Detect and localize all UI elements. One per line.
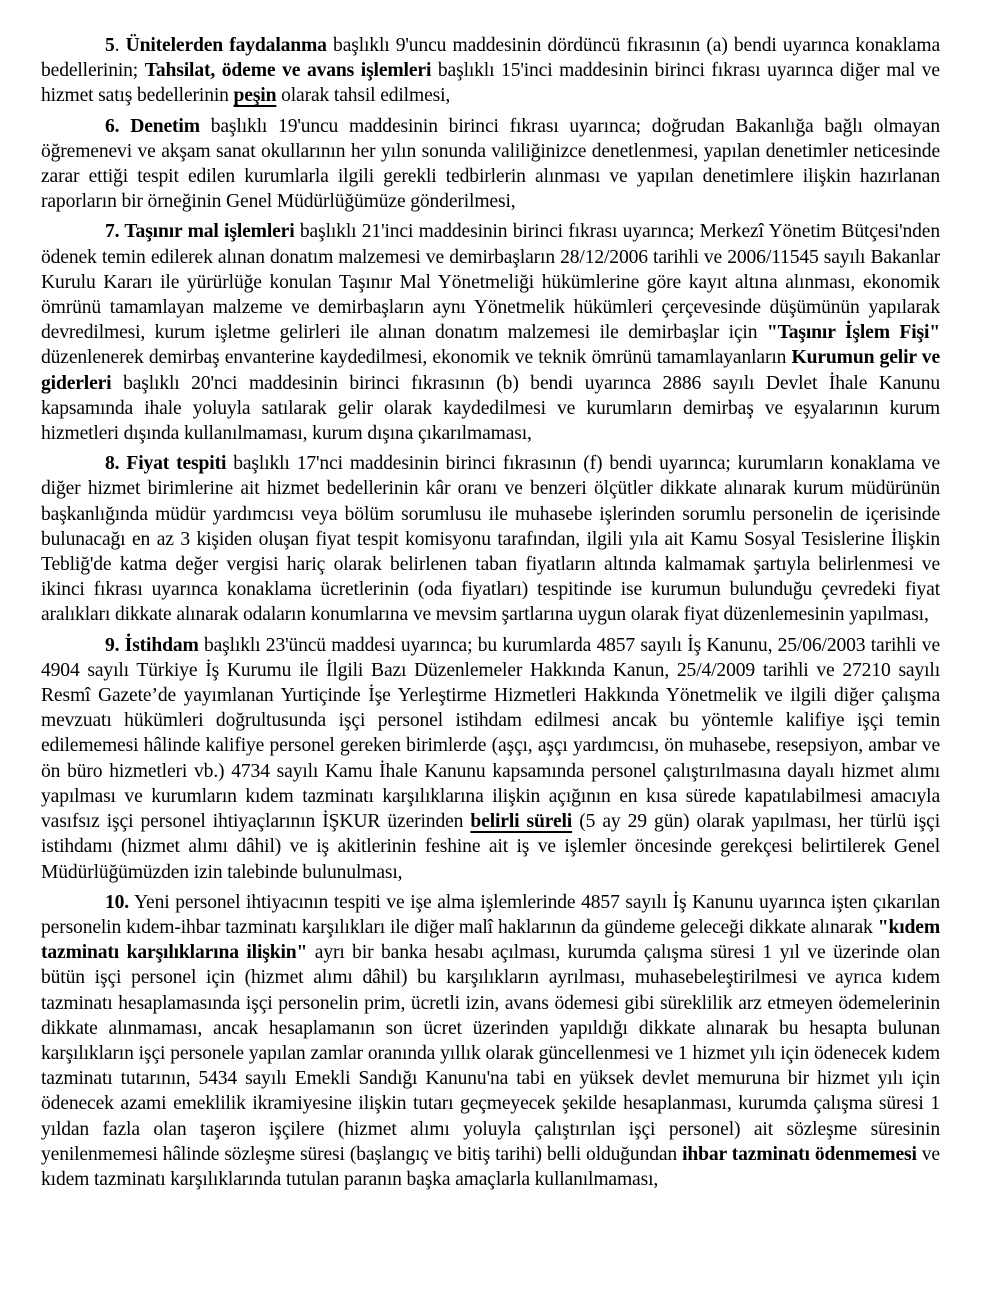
text-segment: ve kıdem tazminatı karşılıklarında tutulan paranın başka amaçlarla kullanılmaması, [41, 1143, 940, 1190]
text-segment: başlıklı 21'inci maddesinin birinci fıkrası uyarınca; Merkezî Yönetim Bütçesi'nden ödenek temin edilerek alınan donatım malzemesi ve demirbaşların 28/12/2006 tarihli ve 2006/11545 sayılı Bakanlar Kurulu Kararı ile yürürlüğe konulan Taşınır Mal Yönetmeliği hükümlerine göre kayıt altına alınması, ekonomik ömrünü tamamlayan malzeme ve demirbaşların aynı Yönetmelik hükümleri çerçevesinde düşümünün yapılarak devredilmesi, kurum işletme gelirleri ile alınan donatım malzemesi ile demirbaşlar için [41, 221, 940, 344]
emphasis-underlined: belirli süreli [470, 811, 573, 833]
text-segment: Yeni personel ihtiyacının tespiti ve işe alma işlemlerinde 4857 sayılı İş Kanunu uyarınca işten çıkarılan personelin kıdem-ihbar tazminatı karşılıkları ile diğer malî haklarının da gündeme geleceği dikkate alınarak [41, 891, 940, 938]
text-segment: ayrı bir banka hesabı açılması, kurumda çalışma süresi 1 yıl ve üzerinde olan bütün işçi personel için (hizmet alımı dâhil) bu karşılıkların ayrılması, muhasebeleştirilmesi ve ayrıca kıdem tazminatı hesaplamasında işçi personelin prim, ücretli izin, avans ödemesi gibi süreklilik arz etmeyen ödemelerinin dikkate alınmaması, ancak hesaplamanın son ücret üzerinden yapıldığı dikkate alınarak bu hesapta bulunan karşılıkların işçi personele yapılan zamlar oranında yıllık olarak güncellenmesi ve 1 hizmet yılı için ödenecek kıdem tazminatı tutarının, 5434 sayılı Emekli Sandığı Kanunu'na tabi en yüksek devlet memuruna bir hizmet yılı için ödenecek azami emeklilik ikramiyesine ilişkin tutarı geçmeyecek şekilde hesaplanması, kurumda çalışma süresi 1 yıldan fazla olan taşeron işçilere (hizmet alımı yoluyla çalıştırılan işçi personel) ait sözleşme süresinin yenilenmemesi hâlinde sözleşme süresi (başlangıç ve bitiş tarihi) belli olduğundan [41, 942, 940, 1165]
text-segment: düzenlenerek demirbaş envanterine kaydedilmesi, ekonomik ve teknik ömrünü tamamlayanların [41, 347, 792, 369]
section-heading: Tahsilat, ödeme ve avans işlemleri [144, 60, 432, 82]
text-segment: başlıklı 19'uncu maddesinin birinci fıkrası uyarınca; doğrudan Bakanlığa bağlı olmayan öğremenevi ve akşam sanat okullarının her yılın sonunda valiliğinizce denetlenmesi, yapılan denetimler neticesinde zarar ettiği tespit edilen kurumlarla ilgili gerekli tedbirlerin alınması ve yapılan denetimlere ilişkin hazırlanan raporların bir örneğinin Genel Müdürlüğümüze gönderilmesi, [41, 115, 940, 213]
paragraph-item-6 [41, 114, 940, 215]
section-heading: 9. İstihdam [105, 634, 199, 656]
section-heading: Kurumun gelir ve giderleri [41, 347, 941, 394]
paragraph-item-5 [41, 33, 940, 109]
item-number: 10. [105, 891, 130, 913]
paragraph-item-10 [41, 890, 940, 1192]
text-segment: (5 ay 29 gün) olarak yapılması, her türlü işçi istihdamı (hizmet alımı dâhil) ve iş akitlerinin feshine ait iş ve işlemler öncesinde gerekçesi belirtilerek Genel Müdürlüğümüzden izin talebinde bulunulması, [41, 811, 941, 883]
section-heading: 8. Fiyat tespiti [105, 453, 227, 475]
emphasis-bold: "kıdem tazminatı karşılıklarına ilişkin" [41, 916, 940, 964]
section-heading: Ünitelerden faydalanma [125, 35, 327, 56]
emphasis-underlined: peşin [233, 85, 277, 107]
text-segment: başlıklı 20'nci maddesinin birinci fıkrasının (b) bendi uyarınca 2886 sayılı Devlet İhale Kanunu kapsamında ihale yoluyla satılarak gelir olarak kaydedilmesi ve kurumların demirbaş ve eşyalarının kurum hizmetleri dışında kullanılmaması, kurum dışına çıkarılmaması, [41, 372, 940, 445]
emphasis-bold: "Taşınır İşlem Fişi" [766, 322, 940, 344]
text-segment: . [114, 35, 126, 56]
paragraph-item-8 [41, 451, 940, 627]
paragraph-item-9 [41, 633, 940, 885]
text-segment: olarak tahsil edilmesi, [276, 85, 451, 107]
text-segment: başlıklı 17'nci maddesinin birinci fıkrasının (f) bendi uyarınca; kurumların konaklama ve diğer hizmet birimlerine ait hizmet bedellerinin kâr oranı ve benzeri ölçütler dikkate alınarak kurum müdürünün başkanlığında müdür yardımcısı veya bölüm sorumlusu ile muhasebe işlerinden sorumlu personelin de içerisinde bulunacağı en az 3 kişiden oluşan fiyat tespit komisyonu tarafından, ilgili yıla ait Kamu Sosyal Tesislerine İlişkin Tebliğ'de katma değer vergisi hariç olarak belirlenen taban fiyatların altında kalmamak şartıyla belirlenmesi ve ikinci fıkrası uyarınca konaklama ücretlerinin (oda fiyatları) tespitinde ise kurumun bulunduğu çevredeki fiyat aralıkları dikkate alınarak odaların konumlarına ve mevsim şartlarına uygun olarak fiyat düzenlemesinin yapılması, [41, 453, 941, 626]
text-segment: başlıklı 9'uncu maddesinin dördüncü fıkrasının (a) bendi uyarınca konaklama bedellerinin; [41, 35, 940, 82]
text-segment: başlıklı 23'üncü maddesi uyarınca; bu kurumlarda 4857 sayılı İş Kanunu, 25/06/2003 tarihli ve 4904 sayılı Türkiye İş Kurumu ile İlgili Bazı Düzenlemeler Hakkında Kanun, 25/4/2009 tarihli ve 27210 sayılı Resmî Gazete’de yayımlanan Yurtiçinde İşe Yerleştirme Hizmetleri Hakkında Yönetmelik ve ilgili diğer çalışma mevzuatı hükümleri doğrultusunda işçi personel istihdam edilmesi ancak bu yöntemle kalifiye işçi temin edilememesi hâlinde kalifiye personel gereken birimlerde (aşçı, aşçı yardımcısı, ön muhasebe, resepsiyon, ambar ve ön büro hizmetleri vb.) 4734 sayılı Kamu İhale Kanunu kapsamında personel çalıştırılmasına dayalı hizmet alımı yapılması ve kurumların kıdem tazminatı karşılıklarına ilişkin açığının en kısa sürede kapatılabilmesi amacıyla vasıfsız işçi personel ihtiyaçlarının İŞKUR üzerinden [41, 634, 940, 833]
paragraph-item-7 [41, 219, 940, 446]
section-heading: 7. Taşınır mal işlemleri [105, 221, 295, 243]
emphasis-bold: ihbar tazminatı ödenmemesi [682, 1143, 917, 1165]
section-heading: 6. Denetim [105, 115, 200, 137]
text-segment: başlıklı 15'inci maddesinin birinci fıkrası uyarınca diğer mal ve hizmet satış bedellerinin [41, 60, 940, 107]
item-number: 5 [105, 35, 115, 56]
